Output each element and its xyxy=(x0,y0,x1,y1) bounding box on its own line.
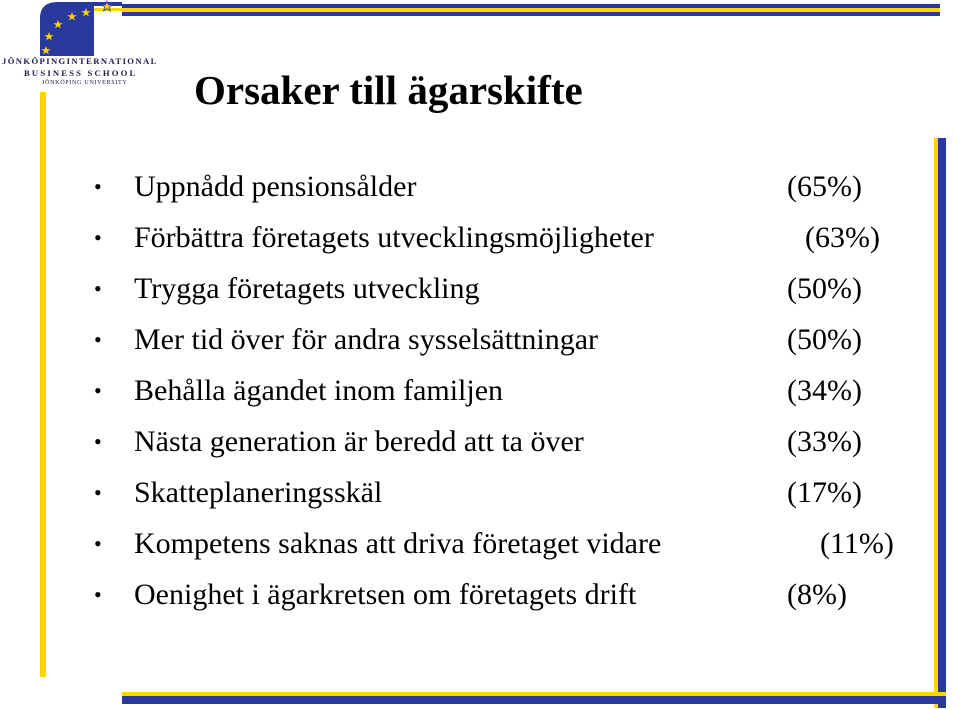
logo-line-3: JÖNKÖPING UNIVERSITY xyxy=(42,79,128,87)
left-decorative-stripe xyxy=(40,92,46,677)
bullet-icon: • xyxy=(94,276,102,301)
item-percentage: (11%) xyxy=(820,527,894,560)
item-label: Kompetens saknas att driva företaget vidare xyxy=(134,527,662,560)
list-item xyxy=(92,314,922,365)
list-item xyxy=(92,569,922,620)
list-item xyxy=(92,518,922,569)
item-label: Uppnådd pensionsålder xyxy=(134,170,417,203)
bullet-icon: • xyxy=(94,327,102,352)
list-item xyxy=(92,467,922,518)
list-item xyxy=(92,161,922,212)
item-label: Nästa generation är beredd att ta över xyxy=(134,425,584,458)
item-percentage: (65%) xyxy=(787,170,862,203)
item-percentage: (34%) xyxy=(787,374,862,407)
university-logo-text xyxy=(2,57,172,86)
list-item xyxy=(92,365,922,416)
item-label: Trygga företagets utveckling xyxy=(134,272,480,305)
bullet-icon: • xyxy=(94,531,102,556)
slide-title: Orsaker till ägarskifte xyxy=(194,67,583,113)
bullet-icon: • xyxy=(94,582,102,607)
logo-line-1: JÖNKÖPINGINTERNATIONAL xyxy=(2,56,158,66)
item-label: Oenighet i ägarkretsen om företagets drift xyxy=(134,578,637,611)
reasons-list xyxy=(92,161,922,620)
logo-line-2: BUSINESS SCHOOL xyxy=(24,67,138,78)
list-item xyxy=(92,263,922,314)
item-percentage: (63%) xyxy=(805,221,880,254)
bullet-icon: • xyxy=(94,480,102,505)
item-label: Förbättra företagets utvecklingsmöjligheter xyxy=(134,221,654,254)
bullet-icon: • xyxy=(94,174,102,199)
item-label: Mer tid över för andra sysselsättningar xyxy=(134,323,599,356)
bullet-icon: • xyxy=(94,225,102,250)
bullet-icon: • xyxy=(94,429,102,454)
item-percentage: (50%) xyxy=(787,323,862,356)
item-label: Skatteplaneringsskäl xyxy=(134,476,383,509)
list-item xyxy=(92,212,922,263)
item-label: Behålla ägandet inom familjen xyxy=(134,374,504,407)
bullet-icon: • xyxy=(94,378,102,403)
list-item xyxy=(92,416,922,467)
university-logo-icon xyxy=(32,0,122,56)
item-percentage: (17%) xyxy=(787,476,862,509)
bottom-decorative-stripe xyxy=(122,692,946,704)
item-percentage: (33%) xyxy=(787,425,862,458)
right-decorative-stripe xyxy=(934,138,946,708)
top-decorative-stripe xyxy=(122,4,940,16)
item-percentage: (8%) xyxy=(787,578,847,611)
item-percentage: (50%) xyxy=(787,272,862,305)
